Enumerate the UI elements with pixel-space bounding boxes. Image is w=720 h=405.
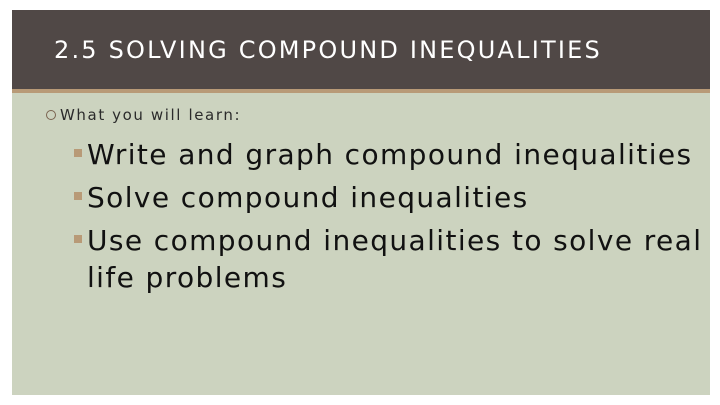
list-item-text: Write and graph compound inequalities [87,138,693,171]
hollow-circle-bullet-icon [46,110,56,120]
list-item [74,179,704,216]
list-item-text: Use compound inequalities to solve real life problems [87,224,703,294]
square-bullet-icon [74,192,82,200]
heading-bullet [46,106,241,124]
square-bullet-icon [74,149,82,157]
list-item [74,222,704,296]
objectives-list [74,136,704,296]
title-bar [12,10,710,89]
slide-title: 2.5 SOLVING COMPOUND INEQUALITIES [54,35,602,64]
heading-text: What you will learn: [60,106,242,124]
list-item-text: Solve compound inequalities [87,181,529,214]
list-item [74,136,704,173]
content-area [12,93,710,395]
square-bullet-icon [74,235,82,243]
